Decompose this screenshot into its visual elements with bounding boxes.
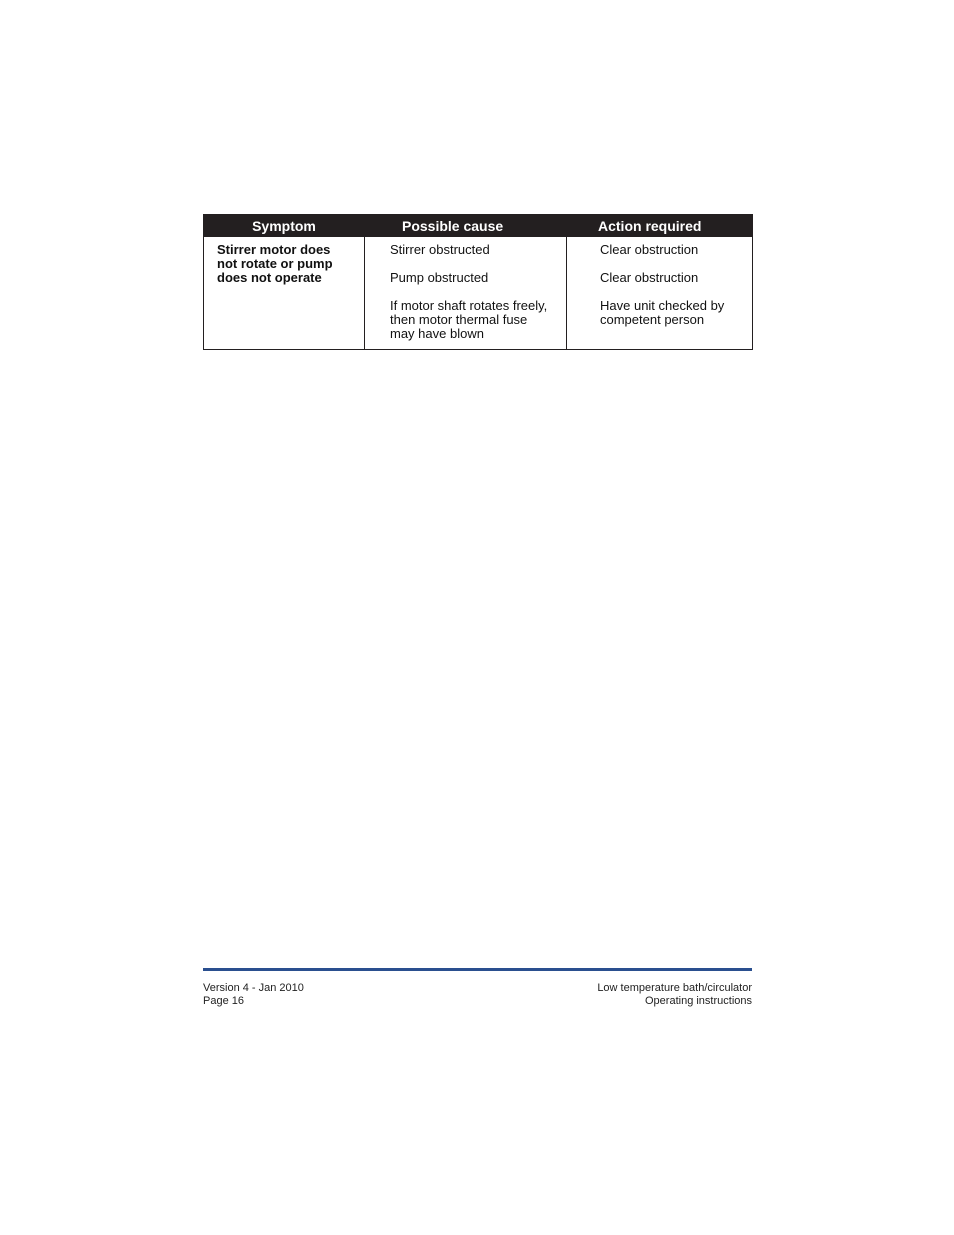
cause-entry: If motor shaft rotates freely, then motor thermal fuse may have blown	[390, 298, 548, 341]
cause-entry: Pump obstructed	[390, 270, 489, 285]
action-required-cell	[567, 237, 753, 350]
table-header-row	[204, 215, 753, 237]
possible-cause-cell	[365, 237, 567, 350]
footer-right	[597, 982, 752, 1008]
action-entry: Clear obstruction	[600, 242, 699, 257]
action-entry: Have unit checked by competent person	[600, 298, 725, 327]
header-action-required: Action required	[567, 215, 753, 237]
footer-divider	[203, 968, 752, 971]
header-possible-cause: Possible cause	[365, 215, 567, 237]
header-symptom: Symptom	[204, 215, 365, 237]
troubleshooting-table	[203, 214, 753, 350]
table-row	[204, 237, 753, 350]
footer-left	[203, 982, 304, 1008]
footer-document-type: Operating instructions	[645, 995, 752, 1007]
footer-version: Version 4 - Jan 2010	[203, 982, 304, 994]
footer-product-name: Low temperature bath/circulator	[597, 982, 752, 994]
footer-page-number: Page 16	[203, 995, 244, 1007]
cause-entry: Stirrer obstructed	[390, 242, 490, 257]
action-entry: Clear obstruction	[600, 270, 699, 285]
symptom-cell: Stirrer motor does not rotate or pump does not operate	[204, 237, 365, 350]
